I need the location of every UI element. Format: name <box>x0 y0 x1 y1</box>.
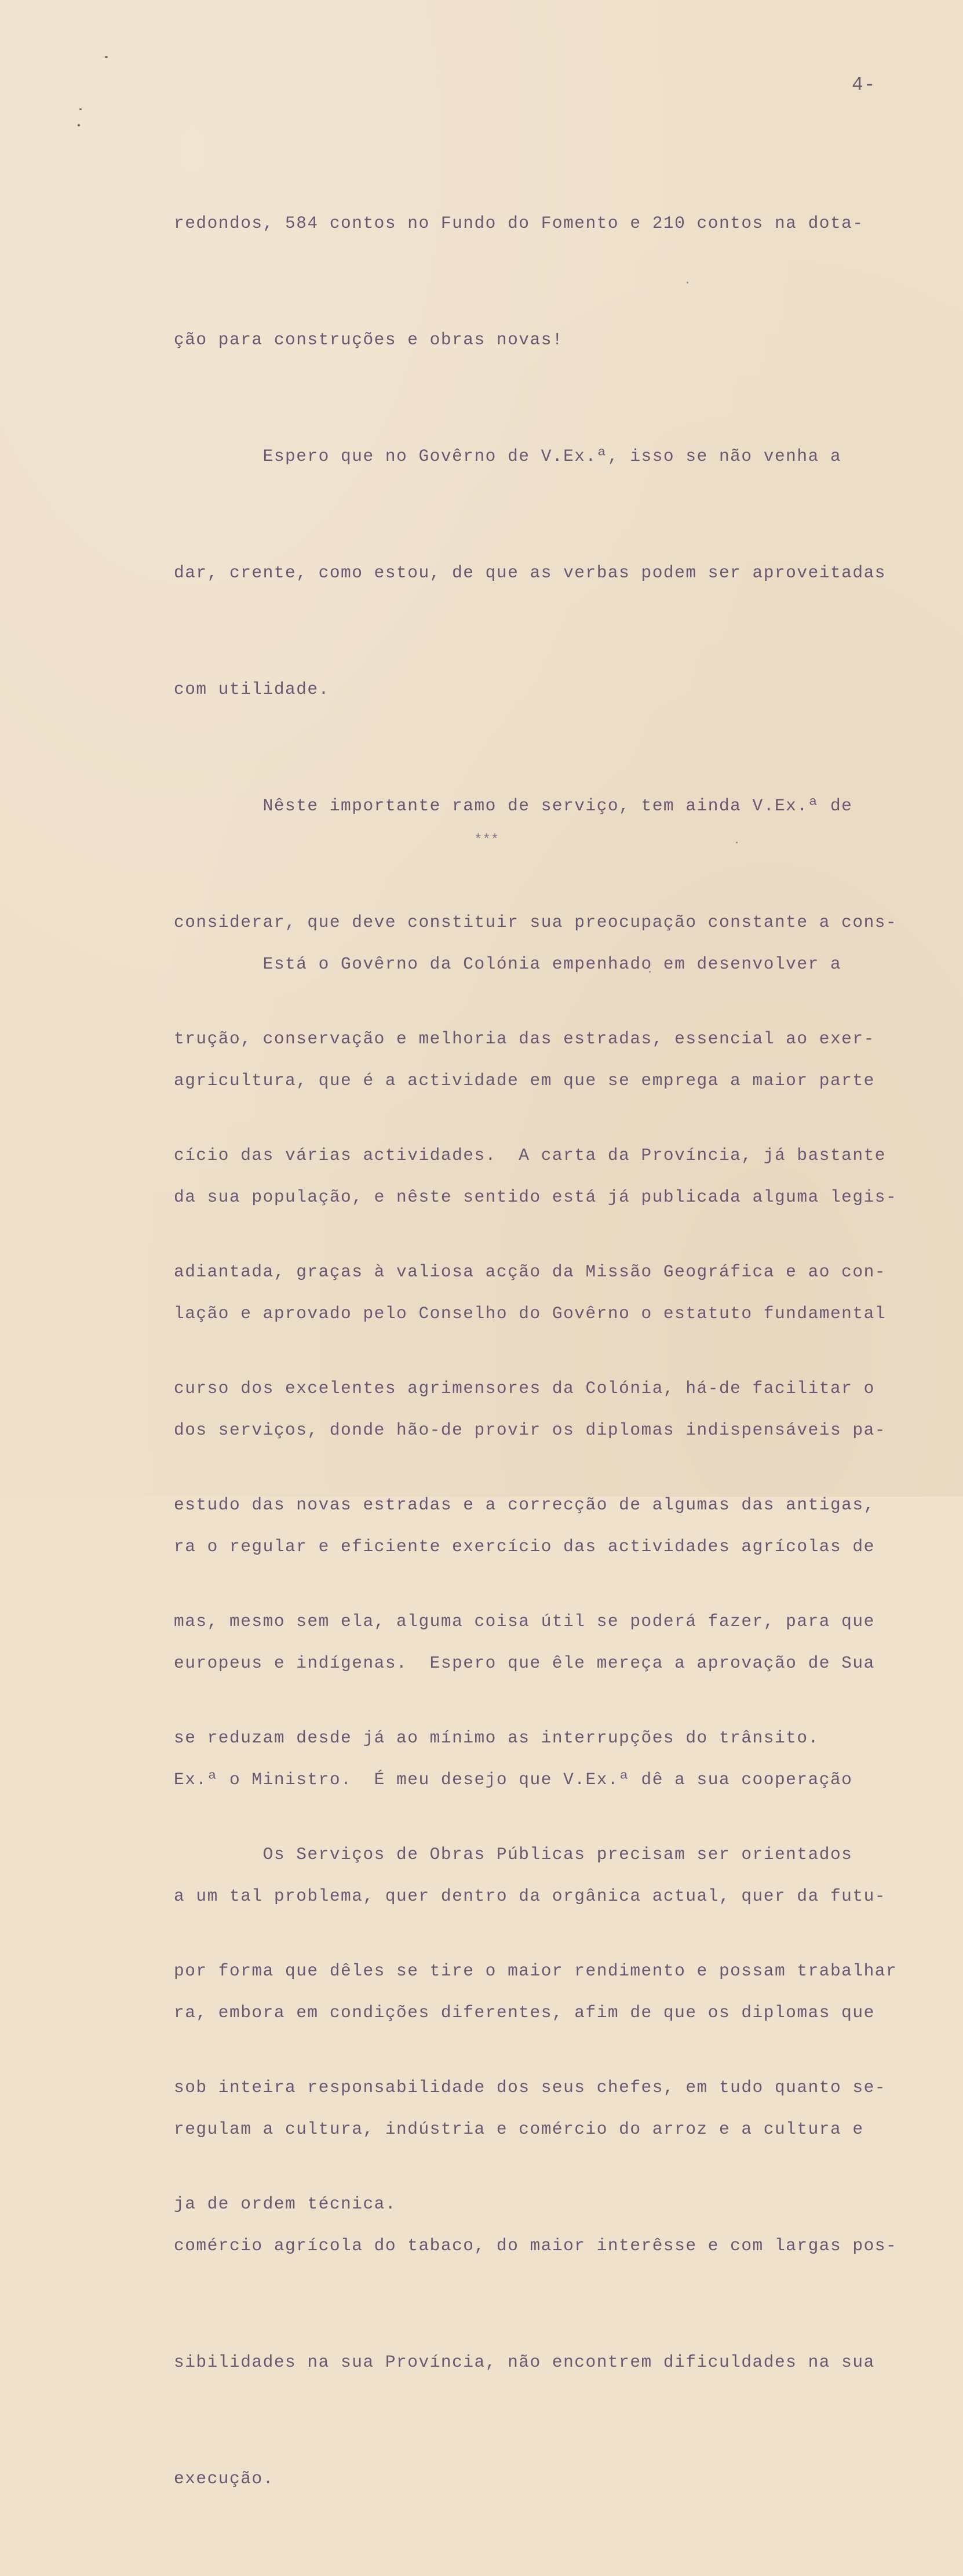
text-line: considerar, que deve constituir sua preocupação constante a cons- <box>174 912 898 932</box>
text-line: comércio agrícola do tabaco, do maior interêsse e com largas pos- <box>174 2236 898 2255</box>
text-line: trução, conservação e melhoria das estradas, essencial ao exer- <box>174 1029 875 1049</box>
text-line: curso dos excelentes agrimensores da Colónia, há-de facilitar o <box>174 1378 875 1398</box>
text-line: lação e aprovado pelo Conselho do Govêrno o estatuto fundamental <box>174 1304 886 1323</box>
text-line: Está o Govêrno da Colónia empenhado em desenvolver a <box>174 954 842 974</box>
margin-mark <box>79 108 82 110</box>
text-line: da sua população, e nêste sentido está já publicada alguma legis- <box>174 1187 898 1207</box>
text-line: cício das várias actividades. A carta da Província, já bastante <box>174 1145 886 1165</box>
text-line: Ex.ª o Ministro. É meu desejo que V.Ex.ª dê a sua cooperação <box>174 1770 853 1789</box>
text-line: ra, embora em condições diferentes, afim de que os diplomas que <box>174 2003 875 2022</box>
margin-mark <box>78 124 80 126</box>
text-line: a um tal problema, quer dentro da orgânica actual, quer da futu- <box>174 1886 886 1906</box>
text-line: ja de ordem técnica. <box>174 2194 397 2214</box>
text-line: mas, mesmo sem ela, alguma coisa útil se poderá fazer, para que <box>174 1611 875 1631</box>
text-line: sibilidades na sua Província, não encontrem dificuldades na sua <box>174 2352 875 2372</box>
text-line: ção para construções e obras novas! <box>174 330 564 350</box>
text-line: redondos, 584 contos no Fundo do Fomento e 210 contos na dota- <box>174 213 864 233</box>
text-line: dar, crente, como estou, de que as verbas podem ser aproveitadas <box>174 563 886 583</box>
page-number: 4- <box>852 74 876 96</box>
text-line: Os Serviços de Obras Públicas precisam ser orientados <box>174 1844 853 1864</box>
text-line: dos serviços, donde hão-de provir os diplomas indispensáveis pa- <box>174 1420 886 1440</box>
text-line: estudo das novas estradas e a correcção de algumas das antigas, <box>174 1495 875 1515</box>
margin-mark <box>105 56 108 58</box>
text-line: adiantada, graças à valiosa acção da Missão Geográfica e ao con- <box>174 1262 886 1282</box>
text-line: ra o regular e eficiente exercício das actividades agrícolas de <box>174 1537 875 1556</box>
text-line: Nêste importante ramo de serviço, tem ainda V.Ex.ª de <box>174 796 853 816</box>
text-line: agricultura, que é a actividade em que se emprega a maior parte <box>174 1071 875 1090</box>
text-line: europeus e indígenas. Espero que êle mereça a aprovação de Sua <box>174 1653 875 1673</box>
paragraphs-agriculture <box>174 867 950 2576</box>
text-line: regulam a cultura, indústria e comércio do arroz e a cultura e <box>174 2119 864 2139</box>
text-line: Espero que no Govêrno de V.Ex.ª, isso se não venha a <box>174 446 842 466</box>
text-line: execução. <box>174 2469 274 2488</box>
section-separator: *** <box>474 832 499 848</box>
text-line: por forma que dêles se tire o maior rendimento e possam trabalhar <box>174 1961 898 1981</box>
text-line: se reduzam desde já ao mínimo as interrupções do trânsito. <box>174 1728 819 1748</box>
text-line: sob inteira responsabilidade dos seus chefes, em tudo quanto se- <box>174 2077 886 2097</box>
text-line: com utilidade. <box>174 679 330 699</box>
